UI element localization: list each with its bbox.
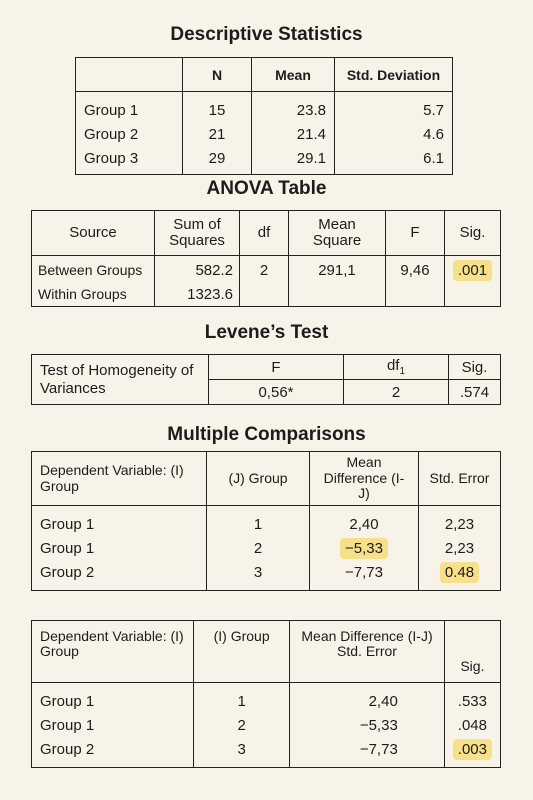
sig-value: .574 — [449, 380, 501, 405]
sig-value: .001 — [453, 260, 492, 281]
header-f: F — [386, 211, 445, 256]
f-value: 0,56* — [209, 380, 344, 405]
sd-value: 4.6 — [335, 123, 453, 146]
header-f: F — [209, 355, 344, 380]
sig-value: .048 — [444, 713, 500, 737]
table-row — [76, 123, 453, 146]
group-label: Group 1 — [32, 713, 194, 737]
header-df — [344, 355, 449, 380]
table-header-row — [32, 452, 501, 506]
j-value: 1 — [207, 506, 310, 537]
header-blank — [76, 58, 183, 92]
se-value: 2,23 — [419, 536, 501, 560]
table-row — [76, 146, 453, 175]
j-value: 2 — [207, 536, 310, 560]
empty-cell — [386, 282, 445, 307]
header-n: N — [183, 58, 252, 92]
levene-table — [31, 354, 501, 405]
header-std-error: Std. Error — [419, 452, 501, 506]
group-label: Group 1 — [32, 506, 207, 537]
header-df-text: df — [386, 356, 400, 374]
sig-cell — [444, 737, 500, 768]
f-value: 9,46 — [386, 256, 445, 283]
multiple-title: Multiple Comparisons — [167, 424, 366, 445]
group-label: Group 1 — [32, 683, 194, 714]
header-dependent: Dependent Variable: (I) Group — [32, 452, 207, 506]
group-label: Group 2 — [32, 560, 207, 591]
empty-cell — [445, 282, 501, 307]
sig-value: .533 — [444, 683, 500, 714]
ss-value: 582.2 — [155, 256, 240, 283]
group-label: Group 3 — [76, 146, 183, 175]
group-label: Group 1 — [76, 92, 183, 124]
header-sd: Std. Deviation — [335, 58, 453, 92]
empty-cell — [289, 282, 386, 307]
ss-value: 1323.6 — [155, 282, 240, 307]
levene-title: Levene’s Test — [204, 322, 329, 343]
sd-value: 5.7 — [335, 92, 453, 124]
header-j-group: (J) Group — [207, 452, 310, 506]
table-row — [32, 536, 501, 560]
table-header-row — [32, 211, 501, 256]
source-label: Within Groups — [32, 282, 155, 307]
n-value: 15 — [183, 92, 252, 124]
se-value: 0.48 — [440, 562, 479, 583]
table-row — [76, 92, 453, 124]
header-df: df — [240, 211, 289, 256]
ms-value: 291,1 — [289, 256, 386, 283]
n-value: 29 — [183, 146, 252, 175]
header-source: Source — [32, 211, 155, 256]
descriptive-table — [75, 57, 453, 175]
diff-value: −5,33 — [340, 538, 388, 559]
table-header-row — [32, 621, 501, 683]
table-row — [32, 683, 501, 714]
df-value: 2 — [240, 256, 289, 283]
diff-cell — [310, 536, 419, 560]
multiple-comparisons-table-2 — [31, 620, 501, 768]
table-header-row — [32, 355, 501, 380]
header-ss: Sum of Squares — [155, 211, 240, 256]
diff-value: 2,40 — [310, 506, 419, 537]
anova-title: ANOVA Table — [206, 178, 327, 199]
anova-table — [31, 210, 501, 307]
header-dependent: Dependent Variable: (I) Group — [32, 621, 194, 683]
se-value: 2,23 — [419, 506, 501, 537]
diff-value: 2,40 — [290, 683, 445, 714]
group-label: Group 2 — [76, 123, 183, 146]
group-label: Group 2 — [32, 737, 194, 768]
diff-value: −5,33 — [290, 713, 445, 737]
mean-value: 23.8 — [252, 92, 335, 124]
i-value: 2 — [194, 713, 290, 737]
table-row — [32, 713, 501, 737]
sd-value: 6.1 — [335, 146, 453, 175]
header-sig: Sig. — [445, 211, 501, 256]
header-ms: Mean Square — [289, 211, 386, 256]
header-mean: Mean — [252, 58, 335, 92]
header-i-group: (I) Group — [194, 621, 290, 683]
se-cell — [419, 560, 501, 591]
levene-label: Test of Homogeneity of Variances — [32, 355, 209, 405]
n-value: 21 — [183, 123, 252, 146]
table-row — [32, 737, 501, 768]
sig-value: .003 — [453, 739, 492, 760]
j-value: 3 — [207, 560, 310, 591]
table-row — [32, 506, 501, 537]
group-label: Group 1 — [32, 536, 207, 560]
mean-value: 29.1 — [252, 146, 335, 175]
empty-cell — [240, 282, 289, 307]
table-row — [32, 256, 501, 283]
header-df-sub: 1 — [399, 365, 406, 377]
i-value: 3 — [194, 737, 290, 768]
header-sig: Sig. — [444, 621, 500, 683]
diff-value: −7,73 — [290, 737, 445, 768]
header-mean-diff-se: Mean Difference (I-J) Std. Error — [290, 621, 445, 683]
multiple-comparisons-table-1 — [31, 451, 501, 591]
df-value: 2 — [344, 380, 449, 405]
sig-cell — [445, 256, 501, 283]
diff-value: −7,73 — [310, 560, 419, 591]
header-mean-diff: Mean Difference (I-J) — [310, 452, 419, 506]
descriptive-title: Descriptive Statistics — [170, 24, 363, 45]
i-value: 1 — [194, 683, 290, 714]
mean-value: 21.4 — [252, 123, 335, 146]
table-row — [32, 560, 501, 591]
table-row — [32, 282, 501, 307]
table-header-row — [76, 58, 453, 92]
header-sig: Sig. — [449, 355, 501, 380]
source-label: Between Groups — [32, 256, 155, 283]
